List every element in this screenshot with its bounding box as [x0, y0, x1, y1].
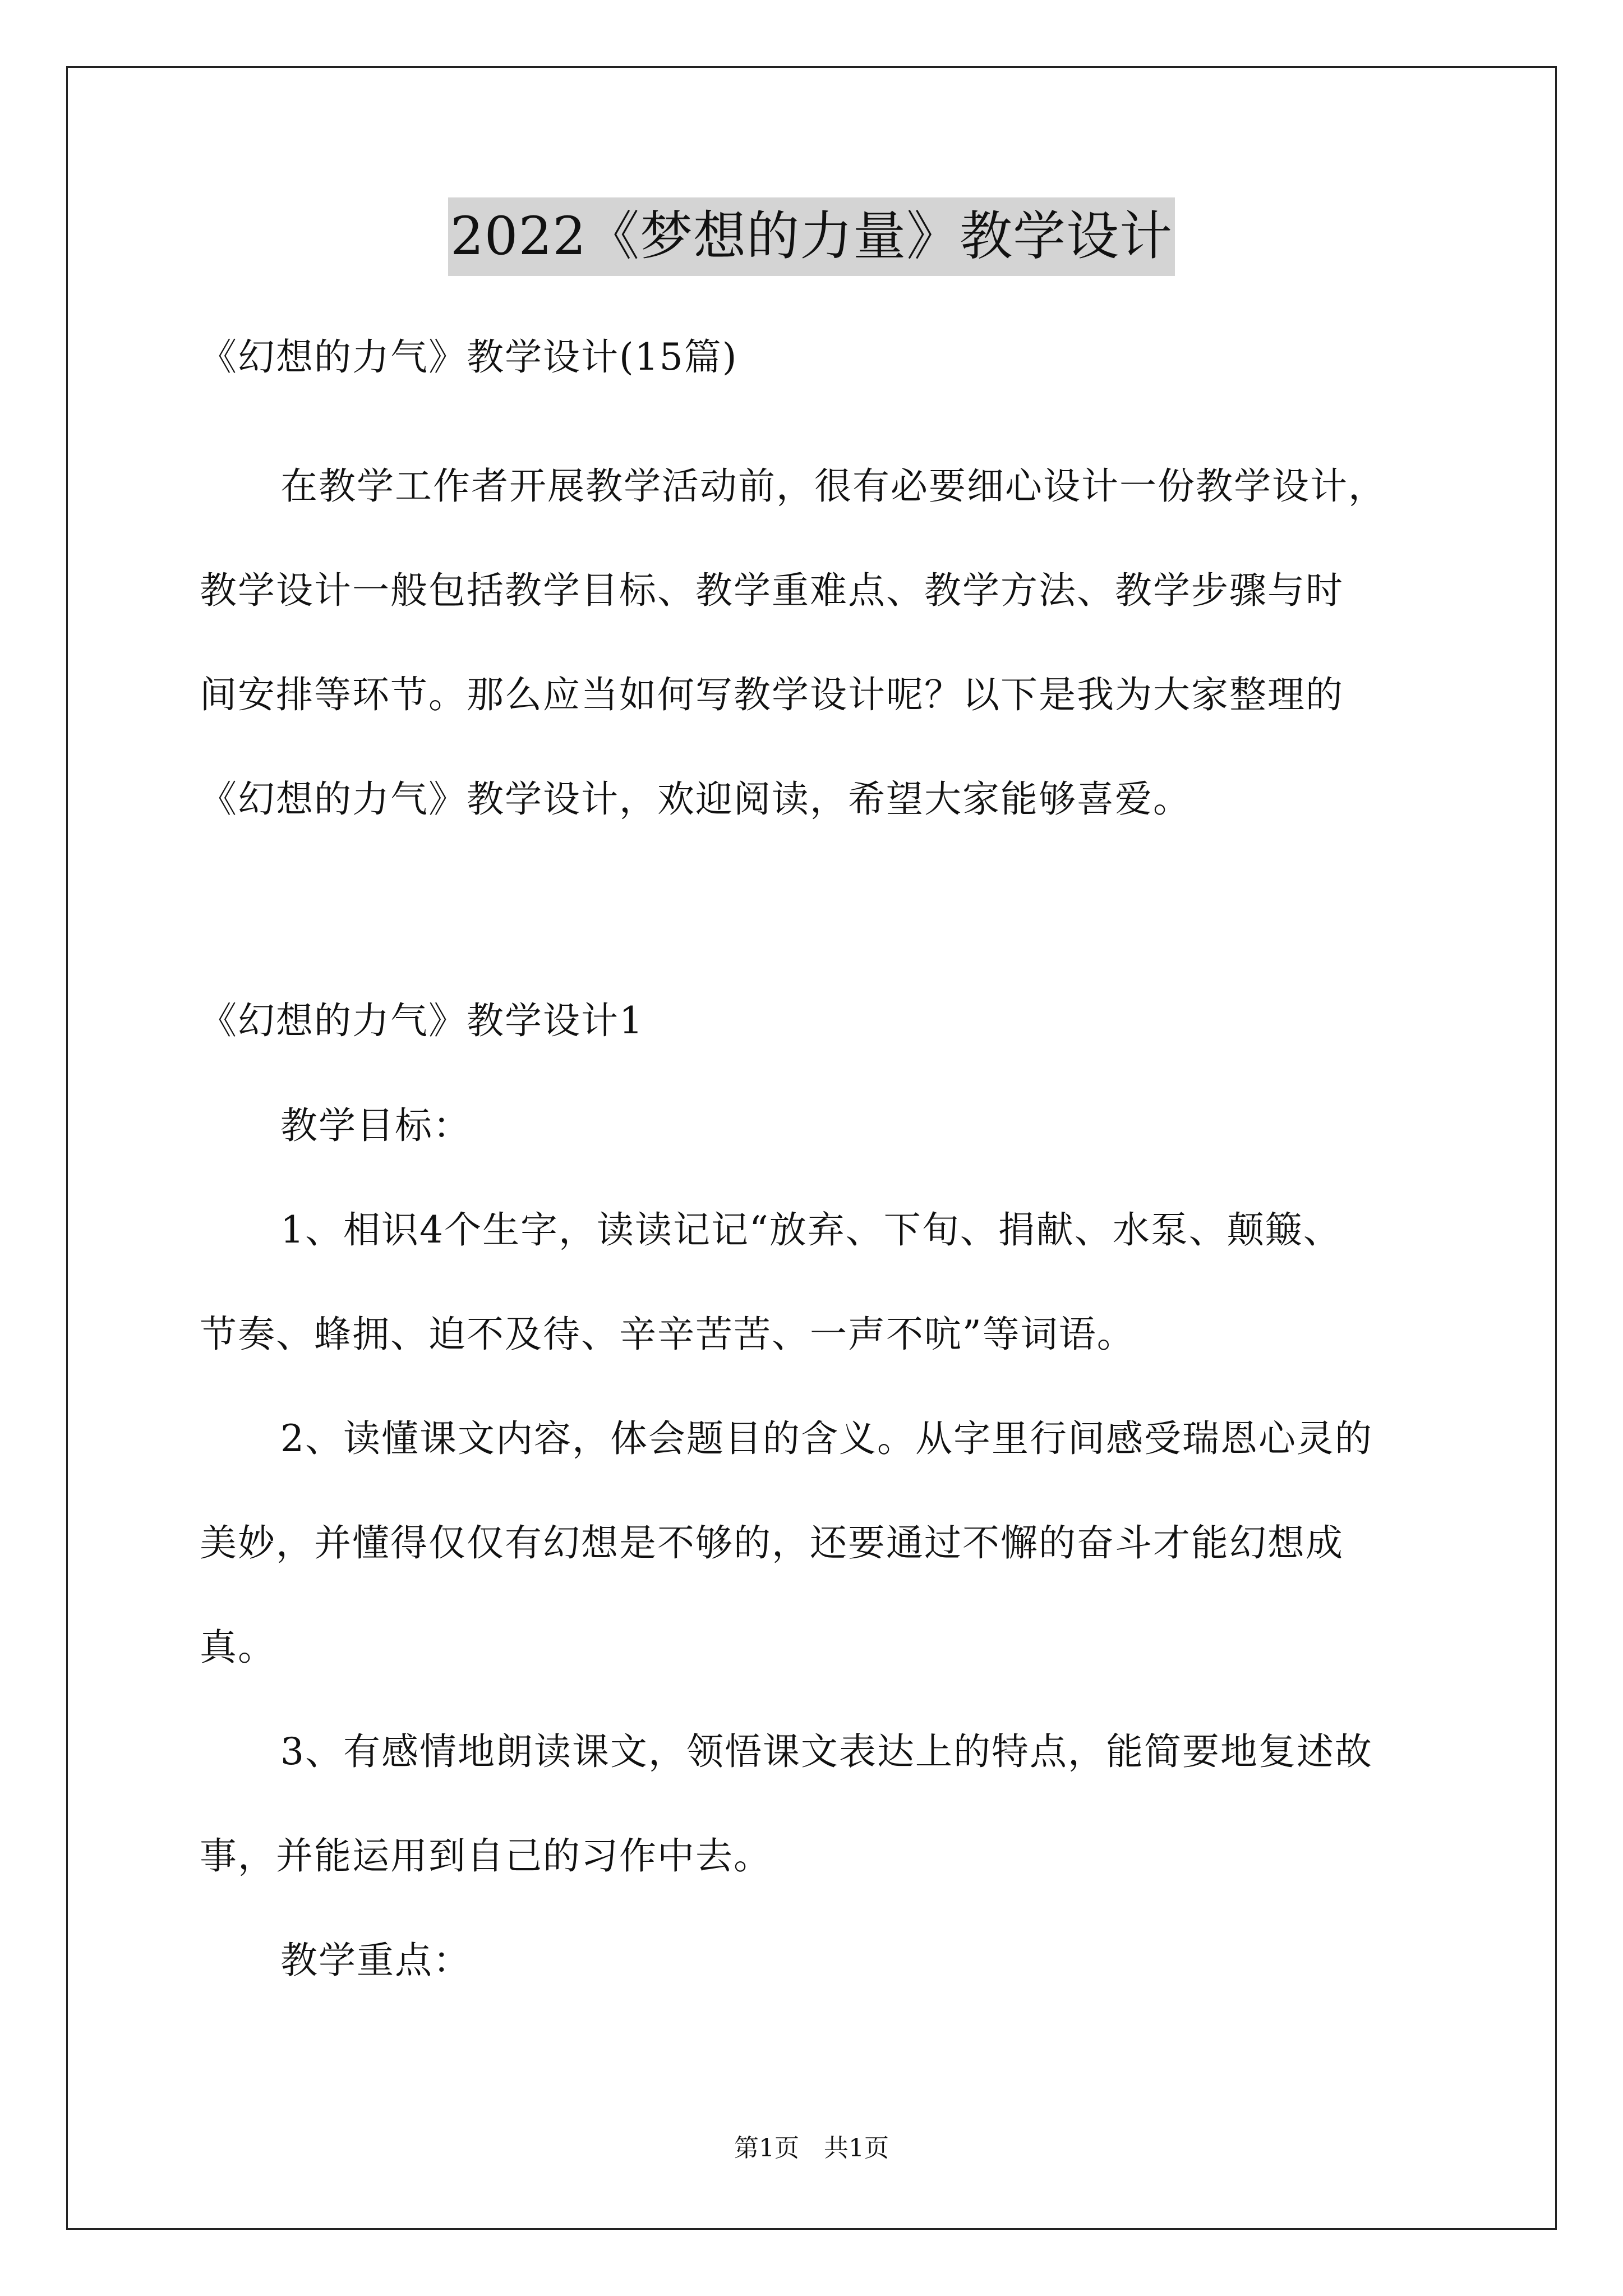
- paragraph-line: 间安排等环节。那么应当如何写教学设计呢？以下是我为大家整理的: [200, 673, 1344, 716]
- paragraph-line: 3、有感情地朗读课文，领悟课文表达上的特点，能简要地复述故: [280, 1730, 1373, 1773]
- subtitle-line: 《幻想的力气》教学设计(15篇): [200, 335, 738, 379]
- paragraph-line: 节奏、蜂拥、迫不及待、辛辛苦苦、一声不吭”等词语。: [200, 1313, 1135, 1356]
- paragraph-line: 在教学工作者开展教学活动前，很有必要细心设计一份教学设计，: [280, 464, 1386, 508]
- paragraph-line: 事，并能运用到自己的习作中去。: [200, 1834, 772, 1878]
- paragraph-line: 2、读懂课文内容，体会题目的含义。从字里行间感受瑞恩心灵的: [280, 1417, 1373, 1460]
- paragraph-line: 教学设计一般包括教学目标、教学重难点、教学方法、教学步骤与时: [200, 569, 1344, 612]
- document-title: 2022《梦想的力量》教学设计: [448, 197, 1175, 276]
- paragraph-line: 真。: [200, 1626, 276, 1669]
- page-footer: 第1页 共1页: [734, 2134, 889, 2162]
- paragraph-line: 教学重点：: [280, 1939, 471, 1982]
- paragraph-line: 教学目标：: [280, 1104, 471, 1147]
- paragraph-line: 美妙，并懂得仅仅有幻想是不够的，还要通过不懈的奋斗才能幻想成: [200, 1521, 1344, 1565]
- paragraph-line: 1、相识4个生字，读读记记“放弃、下旬、捐献、水泵、颠簸、: [280, 1208, 1341, 1251]
- title-wrap: [0, 197, 1623, 276]
- paragraph-line: 《幻想的力气》教学设计，欢迎阅读，希望大家能够喜爱。: [200, 777, 1191, 821]
- section-heading: 《幻想的力气》教学设计1: [200, 999, 644, 1042]
